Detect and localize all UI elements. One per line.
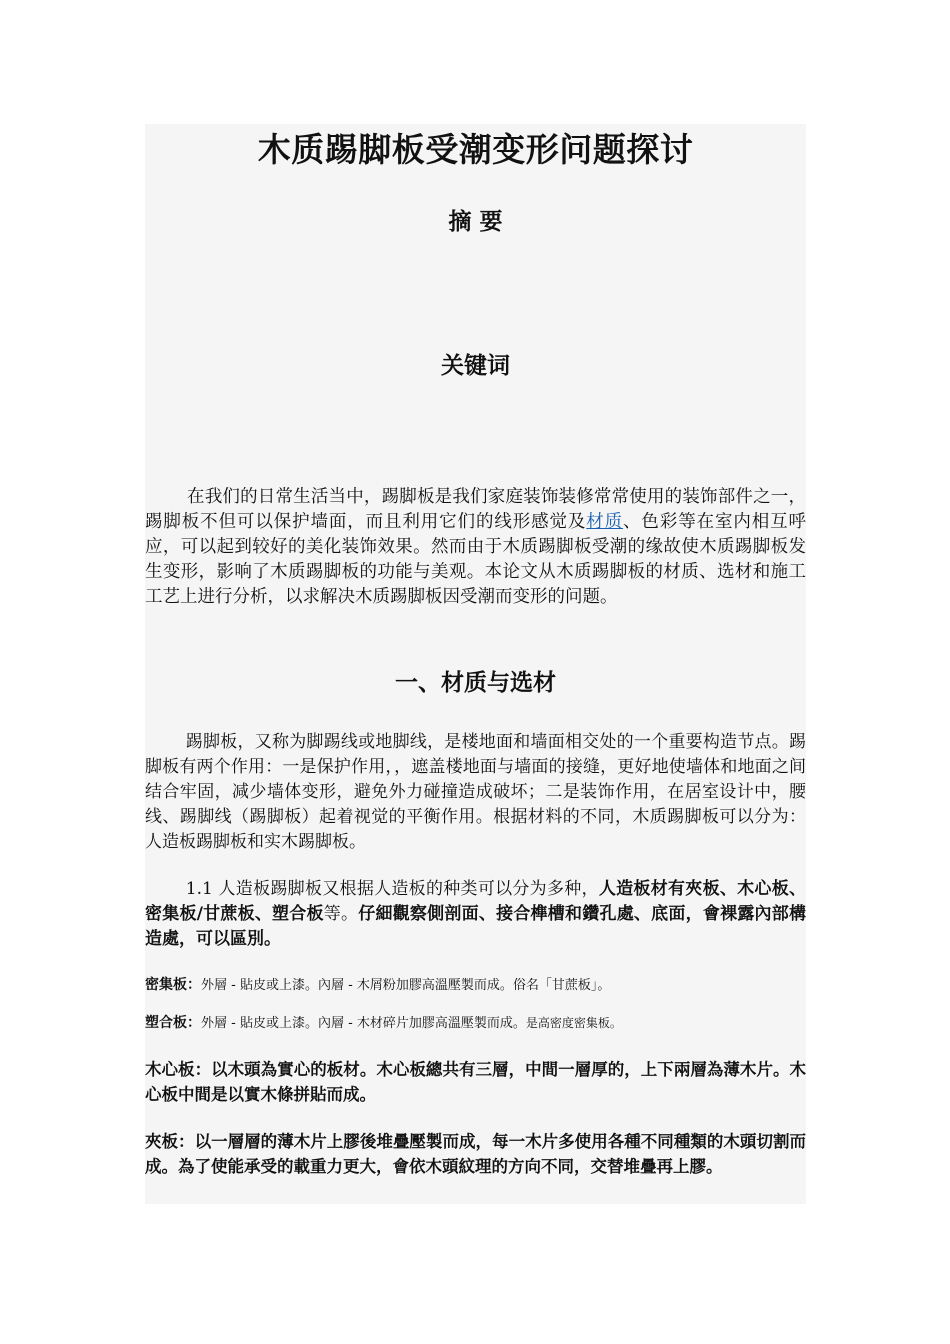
- intro-text-before-link: 在我们的日常生活当中，踢脚板是我们家庭装饰装修常常使用的装饰部件之一，踢脚板不但可以保护墙面，而且利用它们的线形感觉及: [145, 487, 806, 532]
- definition-text: 外層 - 貼皮或上漆。內層 - 木材碎片加膠高溫壓製而成。: [201, 1016, 526, 1031]
- intro-paragraph: [145, 485, 806, 610]
- section-heading: 一、材质与选材: [395, 669, 556, 696]
- plywood-paragraph: 夾板：以一層層的薄木片上膠後堆疊壓製而成，每一木片多使用各種不同種類的木頭切割而成。為了使能承受的載重力更大，會依木頭紋理的方向不同，交替堆疊再上膠。: [145, 1132, 806, 1176]
- keywords-heading: 关键词: [441, 352, 510, 379]
- subsection-text-etc: 等。: [323, 904, 359, 924]
- definition-term: 密集板：: [145, 977, 201, 993]
- definition-mdf: [145, 974, 806, 997]
- blockboard-paragraph: 木心板：以木頭為實心的板材。木心板總共有三層，中間一層厚的，上下兩層為薄木片。木心板中間是以實木條拼貼而成。: [145, 1060, 806, 1104]
- section-paragraph: 踢脚板，又称为脚踢线或地脚线，是楼地面和墙面相交处的一个重要构造节点。踢脚板有两个作用：一是保护作用，，遮盖楼地面与墙面的接缝，更好地使墙体和地面之间结合牢固，减少墙体变形，避免外力碰撞造成破坏；二是装饰作用，在居室设计中，腰线、踢脚线（踢脚板）起着视觉的平衡作用。根据材料的不同，木质踢脚板可以分为：人造板踢脚板和实木踢脚板。: [145, 732, 806, 852]
- document-title: 木质踢脚板受潮变形问题探讨: [257, 130, 694, 169]
- definition-extra: 是高密度密集板。: [525, 1016, 622, 1030]
- intro-text-after-link: 、色彩等在室内相互呼应，可以起到较好的美化装饰效果。然而由于木质踢脚板受潮的缘故使木质踢脚板发生变形，影响了木质踢脚板的功能与美观。本论文从木质踢脚板的材质、选材和施工工艺上进行分析，以求解决木质踢脚板因受潮而变形的问题。: [145, 512, 807, 607]
- subsection-paragraph: [145, 877, 806, 952]
- definition-text: 外層 - 貼皮或上漆。內層 - 木屑粉加膠高溫壓製而成。俗名「甘蔗板」。: [201, 978, 611, 993]
- board-types-text: 人造板材有夾板、木心板、密集板/甘蔗板、塑合板: [145, 879, 806, 924]
- identification-text: 仔細觀察側剖面、接合榫槽和鑽孔處、底面，會裸露內部構造處，可以區別。: [145, 904, 807, 949]
- material-link[interactable]: 材质: [586, 512, 624, 532]
- document-page: [145, 124, 806, 1204]
- definition-term: 塑合板：: [145, 1015, 201, 1031]
- definition-particleboard: [145, 1012, 806, 1035]
- subsection-text: 1.1 人造板踢脚板又根据人造板的种类可以分为多种，: [185, 879, 599, 899]
- abstract-heading: 摘 要: [448, 208, 503, 235]
